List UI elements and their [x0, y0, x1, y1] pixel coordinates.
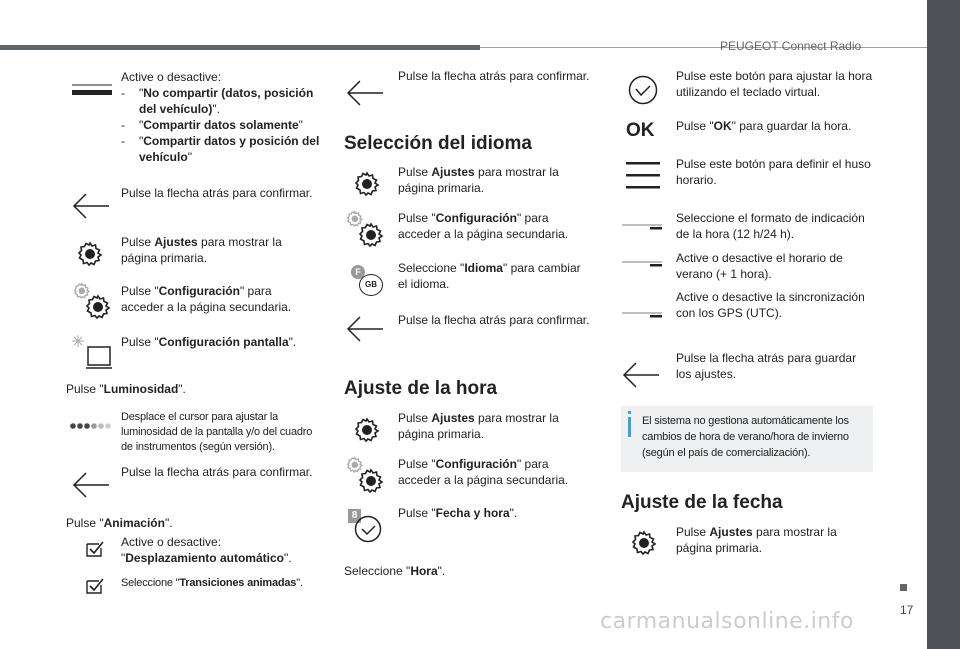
screen-brightness-icon [72, 335, 112, 369]
slider-instruction: Desplace el cursor para ajustar la luminosidad de la pantalla y/o del cuadro de instrumentos (según versión). [121, 411, 313, 453]
back-confirm-text: Pulse la flecha atrás para confirmar. [121, 186, 313, 200]
back-arrow-icon [72, 193, 110, 219]
continue-marker [900, 584, 907, 591]
brightness-slider-icon [70, 422, 110, 430]
gear-icon-3 [355, 418, 379, 442]
back-arrow-icon-4 [346, 316, 384, 342]
info-icon-dot [628, 411, 631, 414]
gear-icon-2 [355, 172, 379, 196]
back-arrow-icon-3 [346, 80, 384, 106]
toggle-bar-icon-3 [622, 261, 662, 267]
date-time-icon: 8 [348, 509, 384, 543]
menu-lines-icon [626, 162, 660, 190]
back-confirm-text-2: Pulse la flecha atrás para confirmar. [121, 465, 313, 479]
configuration-gears-icon-2 [347, 211, 383, 247]
timezone-instruction: Pulse este botón para definir el huso horario. [676, 157, 871, 187]
back-arrow-icon-2 [72, 472, 110, 498]
virtual-keyboard-clock-icon [628, 75, 658, 105]
info-icon [628, 417, 631, 437]
back-confirm-text-3: Pulse la flecha atrás para confirmar. [398, 69, 590, 83]
configuration-gears-icon-3 [347, 457, 383, 493]
gps-instruction: Active o desactive la sincronización con los GPS (UTC). [676, 290, 865, 320]
settings-instruction-3: Pulse Ajustes para mostrar la página primaria. [398, 411, 559, 441]
ok-instruction: Pulse "OK" para guardar la hora. [676, 119, 852, 133]
toggle-bar-icon-4 [622, 312, 662, 318]
heading-date: Ajuste de la fecha [621, 492, 783, 513]
animation-instruction: Pulse "Animación". [66, 516, 173, 530]
settings-instruction-2: Pulse Ajustes para mostrar la página primaria. [398, 165, 559, 195]
gear-icon [78, 242, 102, 266]
toggle-option-3: - "Compartir datos y posición del vehículo" [121, 133, 326, 165]
checkbox-icon [86, 541, 104, 557]
watermark: carmanualsonline.info [600, 609, 854, 634]
clock-icon [354, 515, 382, 543]
page-header-title: PEUGEOT Connect Radio [720, 39, 862, 53]
gear-icon-4 [632, 531, 656, 555]
configuration-instruction: Pulse "Configuración" para acceder a la página secundaria. [121, 284, 292, 314]
summer-time-instruction: Active o desactive el horario de verano (+ 1 hora). [676, 251, 843, 281]
configuration-gears-icon [74, 283, 110, 319]
heading-time: Ajuste de la hora [344, 378, 498, 399]
toggle-bar-icon-2 [622, 224, 662, 230]
keyboard-instruction: Pulse este botón para ajustar la hora utilizando el teclado virtual. [676, 69, 873, 99]
ok-icon: OK [626, 120, 655, 141]
settings-instruction: Pulse Ajustes para mostrar la página primaria. [121, 235, 282, 265]
toggle-block [121, 69, 326, 165]
settings-instruction-4: Pulse Ajustes para mostrar la página primaria. [676, 525, 837, 555]
language-instruction: Seleccione "Idioma" para cambiar el idioma. [398, 261, 581, 291]
transitions-instruction: Seleccione "Transiciones animadas". [121, 577, 303, 589]
language-flag-icon: F GB [349, 265, 385, 295]
date-time-instruction: Pulse "Fecha y hora". [398, 506, 518, 520]
toggle-option-1: - "No compartir (datos, posición del vehículo)". [121, 85, 326, 117]
checkbox-icon-2 [86, 578, 104, 594]
header-rule [0, 45, 480, 50]
toggle-intro: Active o desactive: [121, 70, 222, 84]
hour-instruction: Seleccione "Hora". [344, 564, 446, 578]
format-instruction: Seleccione el formato de indicación de la hora (12 h/24 h). [676, 211, 865, 241]
info-text: El sistema no gestiona automáticamente los cambios de hora de verano/hora de invierno (según el país de comercialización). [642, 415, 849, 459]
toggle-bar-icon [72, 84, 112, 96]
heading-language: Selección del idioma [344, 133, 532, 154]
back-arrow-icon-5 [622, 362, 660, 388]
sidebar-band [927, 0, 960, 649]
autoscroll-instruction: Active o desactive: "Desplazamiento automático". [121, 535, 292, 565]
brightness-instruction: Pulse "Luminosidad". [66, 382, 186, 396]
toggle-option-2: - "Compartir datos solamente" [121, 117, 326, 133]
page-number: 17 [900, 603, 914, 617]
configuration-instruction-3: Pulse "Configuración" para acceder a la página secundaria. [398, 457, 569, 487]
configuration-instruction-2: Pulse "Configuración" para acceder a la página secundaria. [398, 211, 569, 241]
back-confirm-text-4: Pulse la flecha atrás para confirmar. [398, 313, 590, 327]
screen-config-instruction: Pulse "Configuración pantalla". [121, 335, 297, 349]
back-save-text: Pulse la flecha atrás para guardar los ajustes. [676, 351, 857, 381]
